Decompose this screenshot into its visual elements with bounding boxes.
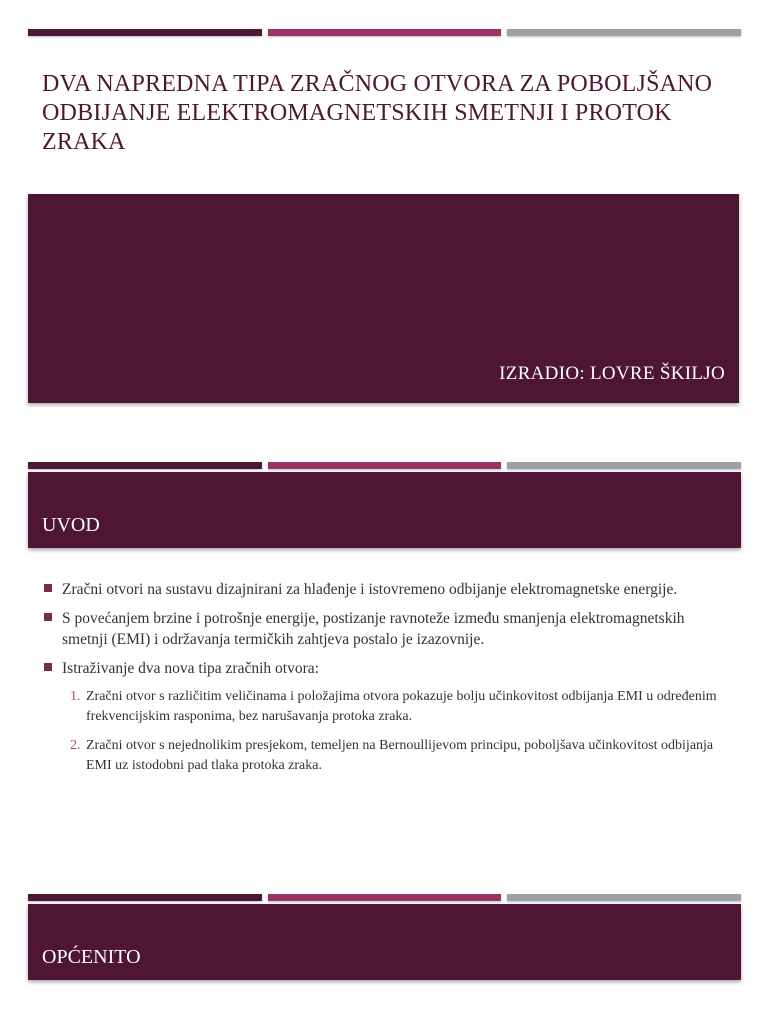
bullet-text: Zračni otvori na sustavu dizajnirani za hlađenje i istovremeno odbijanje elektromagnetske energije.: [62, 581, 678, 598]
section-heading: UVOD: [42, 514, 100, 536]
presentation-title: DVA NAPREDNA TIPA ZRAČNOG OTVORA ZA POBOLJŠANO ODBIJANJE ELEKTROMAGNETSKIH SMETNJI I PROTOK ZRAKA: [42, 71, 713, 155]
item-text: Zračni otvor s različitim veličinama i položajima otvora pokazuje bolju učinkovitost odbijanja EMI u određenim frekvencijskim rasponima, bez narušavanja protoka zraka.: [86, 689, 717, 724]
accent-bar-magenta: [268, 29, 502, 36]
bullet-text: S povećanjem brzine i potrošnje energije, postizanje ravnoteže između smanjenja elektromagnetskih smetnji (EMI) i održavanja termičkih zahtjeva postalo je izazovnije.: [62, 610, 685, 648]
accent-bars-slide-2: [28, 462, 741, 469]
bullet-item: [44, 608, 724, 650]
item-number: 1.: [70, 689, 81, 704]
accent-bar-gray: [507, 894, 741, 901]
author-label: IZRADIO: LOVRE ŠKILJO: [499, 363, 725, 384]
numbered-list: [44, 687, 724, 776]
numbered-item: [44, 687, 724, 727]
square-bullet-icon: [44, 584, 52, 592]
accent-bar-dark: [28, 29, 262, 36]
bullet-text: Istraživanje dva nova tipa zračnih otvora:: [62, 660, 319, 677]
accent-bar-gray: [507, 462, 741, 469]
accent-bar-gray: [507, 29, 741, 36]
section-header-uvod: [28, 472, 741, 548]
square-bullet-icon: [44, 663, 52, 671]
accent-bar-dark: [28, 894, 262, 901]
item-text: Zračni otvor s nejednolikim presjekom, temeljen na Bernoullijevom principu, poboljšava učinkovitost odbijanja EMI uz istodobni pad tlaka protoka zraka.: [86, 738, 714, 773]
numbered-item: [44, 736, 724, 776]
accent-bar-magenta: [268, 462, 502, 469]
title-panel: [28, 194, 739, 403]
section-heading: OPĆENITO: [42, 946, 141, 968]
section-header-opcenito: [28, 904, 741, 980]
accent-bars-slide-1: [28, 29, 741, 36]
bullet-item: [44, 658, 724, 679]
item-number: 2.: [70, 738, 81, 753]
accent-bars-slide-3: [28, 894, 741, 901]
accent-bar-magenta: [268, 894, 502, 901]
bullet-item: [44, 579, 724, 600]
square-bullet-icon: [44, 613, 52, 621]
accent-bar-dark: [28, 462, 262, 469]
slide-content: [44, 579, 724, 785]
